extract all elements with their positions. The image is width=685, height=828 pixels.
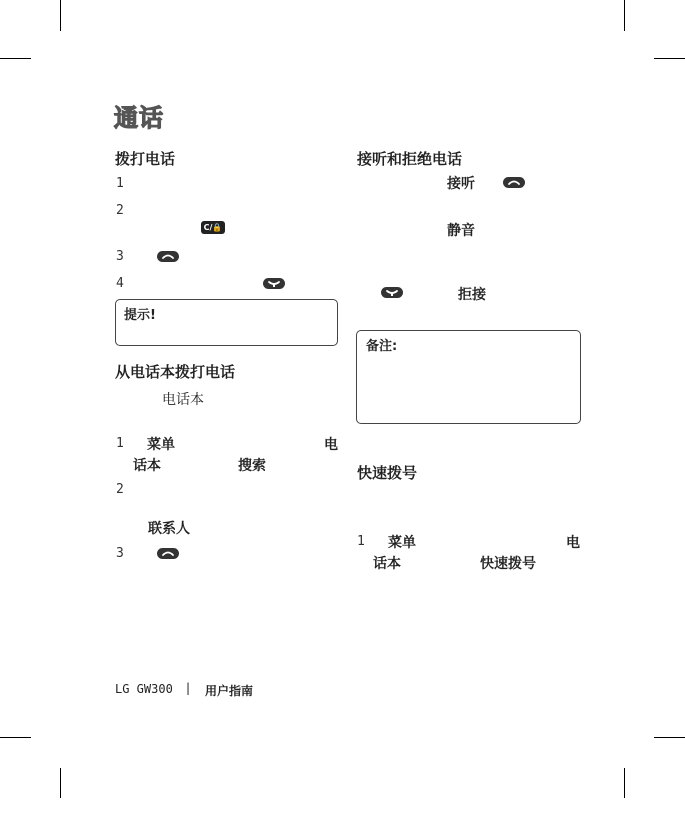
note-label: 备注:	[366, 339, 398, 354]
step-number: 1	[116, 436, 124, 451]
speed-dial-keyword: 快速拨号	[480, 556, 536, 572]
tip-box	[115, 299, 338, 346]
step-number: 4	[116, 276, 124, 291]
phonebook-label: 电话本	[162, 392, 204, 408]
section-heading-make-call: 拨打电话	[115, 150, 176, 168]
answer-keyword: 接听	[447, 176, 475, 192]
step-number: 2	[116, 203, 124, 218]
menu-keyword: 菜单	[147, 437, 175, 453]
crop-mark	[0, 737, 31, 738]
section-heading-answer: 接听和拒绝电话	[357, 150, 463, 168]
crop-mark	[624, 768, 625, 798]
end-key-icon	[381, 287, 403, 298]
clear-lock-key-icon: C/🔒	[201, 221, 225, 234]
footer-guide: 用户指南	[205, 684, 254, 698]
page-title: 通话	[114, 104, 164, 132]
step-number: 3	[116, 546, 124, 561]
send-key-icon	[503, 177, 525, 188]
section-heading-phonebook-call: 从电话本拨打电话	[115, 363, 236, 381]
crop-mark	[654, 737, 685, 738]
phone-char: 电	[324, 437, 338, 453]
mute-keyword: 静音	[447, 223, 475, 239]
step-number: 1	[357, 534, 365, 549]
send-key-icon	[157, 251, 179, 262]
reject-keyword: 拒接	[458, 287, 486, 303]
phonebook-keyword: 话本	[373, 556, 401, 572]
contacts-keyword: 联系人	[148, 521, 190, 537]
send-key-icon	[157, 548, 179, 559]
footer-model: LG GW300	[115, 682, 173, 696]
tip-label: 提示!	[124, 308, 156, 323]
crop-mark	[60, 768, 61, 798]
step-number: 2	[116, 482, 124, 497]
footer-separator: |	[186, 681, 191, 695]
phonebook-keyword: 话本	[133, 458, 161, 474]
crop-mark	[0, 58, 31, 59]
section-heading-speed-dial: 快速拨号	[357, 464, 418, 482]
note-box	[356, 330, 581, 424]
menu-keyword: 菜单	[388, 535, 416, 551]
search-keyword: 搜索	[238, 458, 266, 474]
crop-mark	[654, 58, 685, 59]
crop-mark	[624, 0, 625, 31]
step-number: 1	[116, 176, 124, 191]
crop-mark	[60, 0, 61, 31]
phone-char: 电	[566, 535, 580, 551]
end-key-icon	[263, 278, 285, 289]
step-number: 3	[116, 249, 124, 264]
